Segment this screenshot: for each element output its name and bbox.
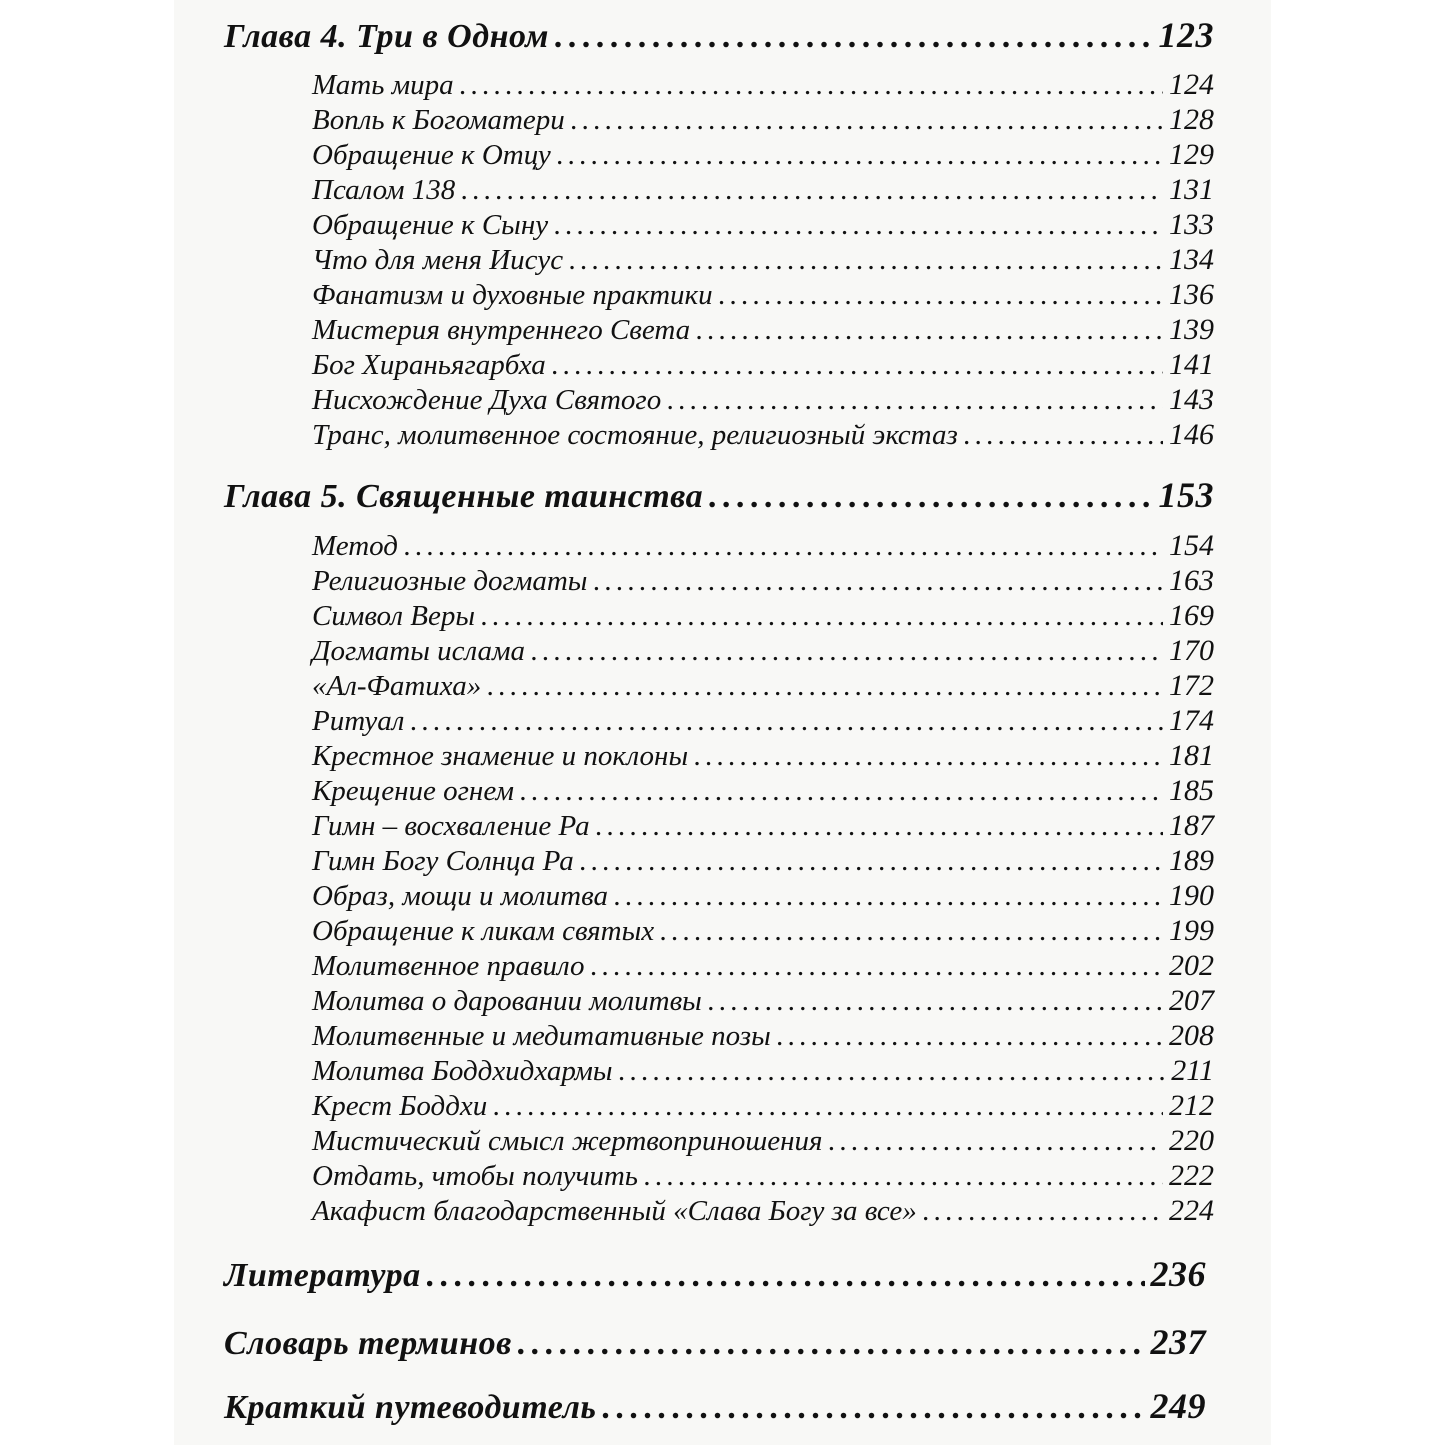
dot-leader (531, 635, 1163, 668)
dot-leader (571, 104, 1163, 137)
page-number: 154 (1169, 529, 1214, 562)
dot-leader (719, 279, 1163, 312)
toc-entry[interactable] (312, 418, 1214, 452)
toc-entry[interactable] (312, 173, 1214, 207)
toc-entry[interactable] (312, 669, 1214, 703)
entry-title: Мистический смысл жертвоприношения (312, 1125, 823, 1157)
dot-leader (614, 880, 1163, 913)
entry-title: Символ Веры (312, 600, 475, 632)
dot-leader (410, 705, 1163, 738)
toc-entry[interactable] (312, 68, 1214, 102)
dot-leader (481, 600, 1163, 633)
section-title: Литература (224, 1257, 421, 1294)
section-title: Словарь терминов (224, 1325, 512, 1362)
entry-title: Псалом 138 (312, 174, 456, 206)
dot-leader (660, 915, 1163, 948)
page-number: 123 (1158, 15, 1214, 55)
toc-entry[interactable] (312, 529, 1214, 563)
dot-leader (593, 565, 1163, 598)
dot-leader (554, 209, 1163, 242)
toc-entry[interactable] (312, 634, 1214, 668)
page-number: 143 (1169, 383, 1214, 416)
toc-entry[interactable] (312, 774, 1214, 808)
chapter-5-heading[interactable] (224, 474, 1214, 518)
entry-title: Бог Хираньягарбха (312, 349, 546, 381)
entry-title: Крест Боддхи (312, 1090, 488, 1122)
toc-entry[interactable] (312, 949, 1214, 983)
entry-title: Молитва Боддхидхармы (312, 1055, 613, 1087)
entry-title: Крестное знамение и поклоны (312, 740, 689, 772)
entry-title: Молитва о даровании молитвы (312, 985, 702, 1017)
dot-leader (777, 1020, 1163, 1053)
page-number: 163 (1169, 564, 1214, 597)
page-number: 174 (1169, 704, 1214, 737)
page-number: 220 (1169, 1124, 1214, 1157)
section-title: Краткий путеводитель (224, 1389, 597, 1426)
toc-entry[interactable] (312, 313, 1214, 347)
page-number: 237 (1150, 1322, 1206, 1362)
dot-leader (596, 810, 1163, 843)
toc-entry[interactable] (312, 879, 1214, 913)
page-number: 181 (1169, 739, 1214, 772)
toc-entry[interactable] (312, 704, 1214, 738)
dot-leader (461, 174, 1163, 207)
page-number: 146 (1169, 418, 1214, 451)
dot-leader (708, 985, 1163, 1018)
entry-title: «Ал-Фатиха» (312, 670, 482, 702)
page-number: 136 (1169, 278, 1214, 311)
page-number: 141 (1169, 348, 1214, 381)
page-number: 170 (1169, 634, 1214, 667)
page-number: 133 (1169, 208, 1214, 241)
page-number: 185 (1169, 774, 1214, 807)
page-number: 189 (1169, 844, 1214, 877)
dot-leader (557, 139, 1163, 172)
toc-entry[interactable] (312, 208, 1214, 242)
entry-title: Гимн – восхваление Ра (312, 810, 590, 842)
page-number: 129 (1169, 138, 1214, 171)
page-number: 172 (1169, 669, 1214, 702)
toc-entry[interactable] (312, 1159, 1214, 1193)
toc-entry[interactable] (312, 564, 1214, 598)
literature-heading[interactable] (224, 1253, 1206, 1297)
chapter-4-heading[interactable] (224, 14, 1214, 58)
dot-leader (602, 1389, 1144, 1427)
toc-entry[interactable] (312, 984, 1214, 1018)
dot-leader (709, 478, 1152, 516)
entry-title: Нисхождение Духа Святого (312, 384, 662, 416)
toc-entry[interactable] (312, 348, 1214, 382)
entry-title: Гимн Богу Солнца Ра (312, 845, 574, 877)
dot-leader (923, 1195, 1163, 1228)
entry-title: Транс, молитвенное состояние, религиозный экстаз (312, 419, 958, 451)
dot-leader (518, 1325, 1145, 1363)
entry-title: Отдать, чтобы получить (312, 1160, 638, 1192)
page-number: 190 (1169, 879, 1214, 912)
dot-leader (493, 1090, 1163, 1123)
dot-leader (404, 530, 1163, 563)
entry-title: Обращение к ликам святых (312, 915, 655, 947)
entry-title: Обращение к Сыну (312, 209, 549, 241)
toc-entry[interactable] (312, 599, 1214, 633)
dot-leader (569, 244, 1163, 277)
dot-leader (555, 18, 1153, 56)
page-number: 131 (1169, 173, 1214, 206)
entry-title: Крещение огнем (312, 775, 514, 807)
entry-title: Молитвенные и медитативные позы (312, 1020, 771, 1052)
entry-title: Мать мира (312, 69, 454, 101)
dot-leader (667, 384, 1163, 417)
page-number: 222 (1169, 1159, 1214, 1192)
page-number: 249 (1150, 1386, 1206, 1426)
page-number: 134 (1169, 243, 1214, 276)
chapter-title: Глава 5. Священные таинства (224, 478, 704, 515)
toc-entry[interactable] (312, 1054, 1214, 1088)
page-number: 128 (1169, 103, 1214, 136)
entry-title: Обращение к Отцу (312, 139, 551, 171)
entry-title: Ритуал (312, 705, 405, 737)
toc-entry[interactable] (312, 809, 1214, 843)
entry-title: Мистерия внутреннего Света (312, 314, 691, 346)
toc-entry[interactable] (312, 278, 1214, 312)
dot-leader (964, 419, 1163, 452)
page-number: 211 (1171, 1054, 1214, 1087)
entry-title: Образ, мощи и молитва (312, 880, 609, 912)
dot-leader (520, 775, 1163, 808)
guide-heading[interactable] (224, 1385, 1206, 1429)
dot-leader (694, 740, 1163, 773)
page-number: 207 (1169, 984, 1214, 1017)
page-number: 187 (1169, 809, 1214, 842)
dot-leader (580, 845, 1163, 878)
toc-entry[interactable] (312, 739, 1214, 773)
toc-entry[interactable] (312, 383, 1214, 417)
dot-leader (427, 1257, 1145, 1295)
page-number: 139 (1169, 313, 1214, 346)
entry-title: Акафист благодарственный «Слава Богу за все» (312, 1195, 917, 1227)
dot-leader (487, 670, 1163, 703)
toc-entry[interactable] (312, 914, 1214, 948)
page-number: 124 (1169, 68, 1214, 101)
toc-entry[interactable] (312, 138, 1214, 172)
toc-entry[interactable] (312, 1124, 1214, 1158)
entry-title: Молитвенное правило (312, 950, 585, 982)
toc-entry[interactable] (312, 103, 1214, 137)
entry-title: Вопль к Богоматери (312, 104, 565, 136)
dot-leader (619, 1055, 1166, 1088)
page-number: 199 (1169, 914, 1214, 947)
entry-title: Религиозные догматы (312, 565, 588, 597)
entry-title: Метод (312, 530, 398, 562)
toc-entry[interactable] (312, 1194, 1214, 1228)
toc-entry[interactable] (312, 844, 1214, 878)
page-number: 202 (1169, 949, 1214, 982)
page-number: 212 (1169, 1089, 1214, 1122)
toc-entry[interactable] (312, 1019, 1214, 1053)
dot-leader (460, 69, 1163, 102)
dot-leader (644, 1160, 1163, 1193)
toc-entry[interactable] (312, 1089, 1214, 1123)
entry-title: Фанатизм и духовные практики (312, 279, 713, 311)
page-number: 224 (1169, 1194, 1214, 1227)
chapter-title: Глава 4. Три в Одном (224, 18, 549, 55)
page-number: 153 (1158, 475, 1214, 515)
dot-leader (591, 950, 1163, 983)
dot-leader (696, 314, 1163, 347)
toc-entry[interactable] (312, 243, 1214, 277)
dot-leader (552, 349, 1163, 382)
glossary-heading[interactable] (224, 1321, 1206, 1365)
entry-title: Что для меня Иисус (312, 244, 564, 276)
page-number: 169 (1169, 599, 1214, 632)
page-number: 208 (1169, 1019, 1214, 1052)
dot-leader (829, 1125, 1163, 1158)
page-number: 236 (1150, 1254, 1206, 1294)
entry-title: Догматы ислама (312, 635, 525, 667)
